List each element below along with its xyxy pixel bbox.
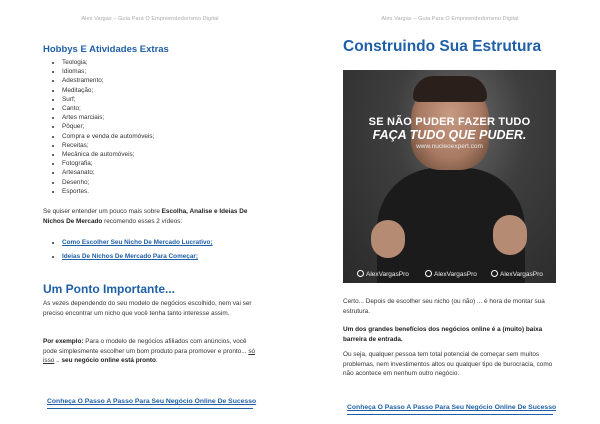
exemplo-sep: .. [54,357,62,364]
page-header: Alex Vargas – Guia Para O Empreendedorismo Digital [381,16,519,22]
list-item: • Pôquer; [62,122,154,131]
list-item [62,250,213,264]
list-item: • Idiomas; [62,67,154,76]
video-link-escolher-nicho[interactable]: Como Escolher Seu Nicho De Mercado Lucrativo; [62,239,213,246]
footer-link-right[interactable]: Conheça O Passo A Passo Para Seu Negócio Online De Sucesso [347,404,557,411]
list-item: • Surf; [62,95,154,104]
list-item [62,236,213,250]
list-item: • Canto; [62,104,154,113]
exemplo-label: Por exemplo: [43,338,84,345]
video-caption-line2: FAÇA TUDO QUE PUDER. [372,128,527,142]
list-item: • Adestramento; [62,76,154,85]
person-hair [413,76,487,102]
list-item: • Compra e venda de automóveis; [62,132,154,141]
video-link-ideias-nichos[interactable]: Ideias De Nichos De Mercado Para Começar; [62,253,199,260]
list-item: • Teologia; [62,58,154,67]
list-item: • Fotografia; [62,159,154,168]
list-item: • Receitas; [62,141,154,150]
social-item [491,270,543,278]
video-social-bar [343,270,556,280]
hobbies-heading: Hobbys E Atividades Extras [43,44,169,55]
ponto-paragraph: As vezes dependendo do seu modelo de negócios escolhido, nem vai ser preciso encontrar um nicho que você tenha tanto interesse assim. [43,300,252,317]
footer-divider [47,408,253,409]
exemplo-text: Para o modelo de negócios afiliados com anúncios, você pode simplesmente escolher um bom produto para promover e pronto... [43,338,249,355]
facebook-icon [491,270,498,277]
list-item: • Mecânica de automóveis; [62,150,154,159]
intro-tail: recomendo esses 2 vídeos: [102,217,183,225]
page-header: Alex Vargas – Guia Para O Empreendedorismo Digital [81,16,219,22]
intro-text: Se quiser entender um pouco mais sobre [43,208,162,215]
estrutura-paragraph-2: Um dos grandes benefícios dos negócios online é a (muito) baixa barreira de entrada. [343,326,543,343]
footer-divider-right [347,414,553,415]
intro-paragraph [43,207,258,226]
exemplo-so: só isso [43,347,256,364]
video-site: www.nucleoexpert.com [416,143,483,150]
person-hand-left [371,220,405,258]
video-thumbnail[interactable] [343,70,556,283]
instagram-icon [357,270,364,277]
page-title: Construindo Sua Estrutura [343,38,542,55]
intro-bold: Escolha, Analise e Ideias De Nichos De Mercado [43,208,248,225]
list-item: • Esportes. [62,187,154,196]
exemplo-bold: seu negócio online está pronto [61,357,156,364]
hobbies-list [52,58,154,196]
video-caption-line1: SE NÃO PUDER FAZER TUDO [368,116,531,128]
person-hand-right [493,215,527,255]
exemplo-end: . [155,357,158,364]
exemplo-paragraph [43,337,258,366]
estrutura-paragraph-3: Ou seja, qualquer pessoa tem total potencial de começar sem muitos problemas, nem investimentos altos ou qualquer tipo de burocracia, como não acontece em nenhum outro negócio. [343,351,553,377]
list-item: • Desenho; [62,178,154,187]
ponto-heading: Um Ponto Importante... [43,282,175,296]
estrutura-paragraph-1: Certo... Depois de escolher seu nicho (ou não) ... é hora de montar sua estrutura. [343,298,545,315]
social-item [357,270,409,278]
footer-link[interactable]: Conheça O Passo A Passo Para Seu Negócio Online De Sucesso [47,398,257,405]
list-item: • Artesanato; [62,168,154,177]
youtube-icon [425,270,432,277]
list-item: • Artes marciais; [62,113,154,122]
social-handle: AlexVargasPro [434,271,477,278]
video-links-list [52,236,213,264]
social-handle: AlexVargasPro [366,271,409,278]
social-handle: AlexVargasPro [500,271,543,278]
social-item [425,270,477,278]
list-item: • Meditação; [62,86,154,95]
